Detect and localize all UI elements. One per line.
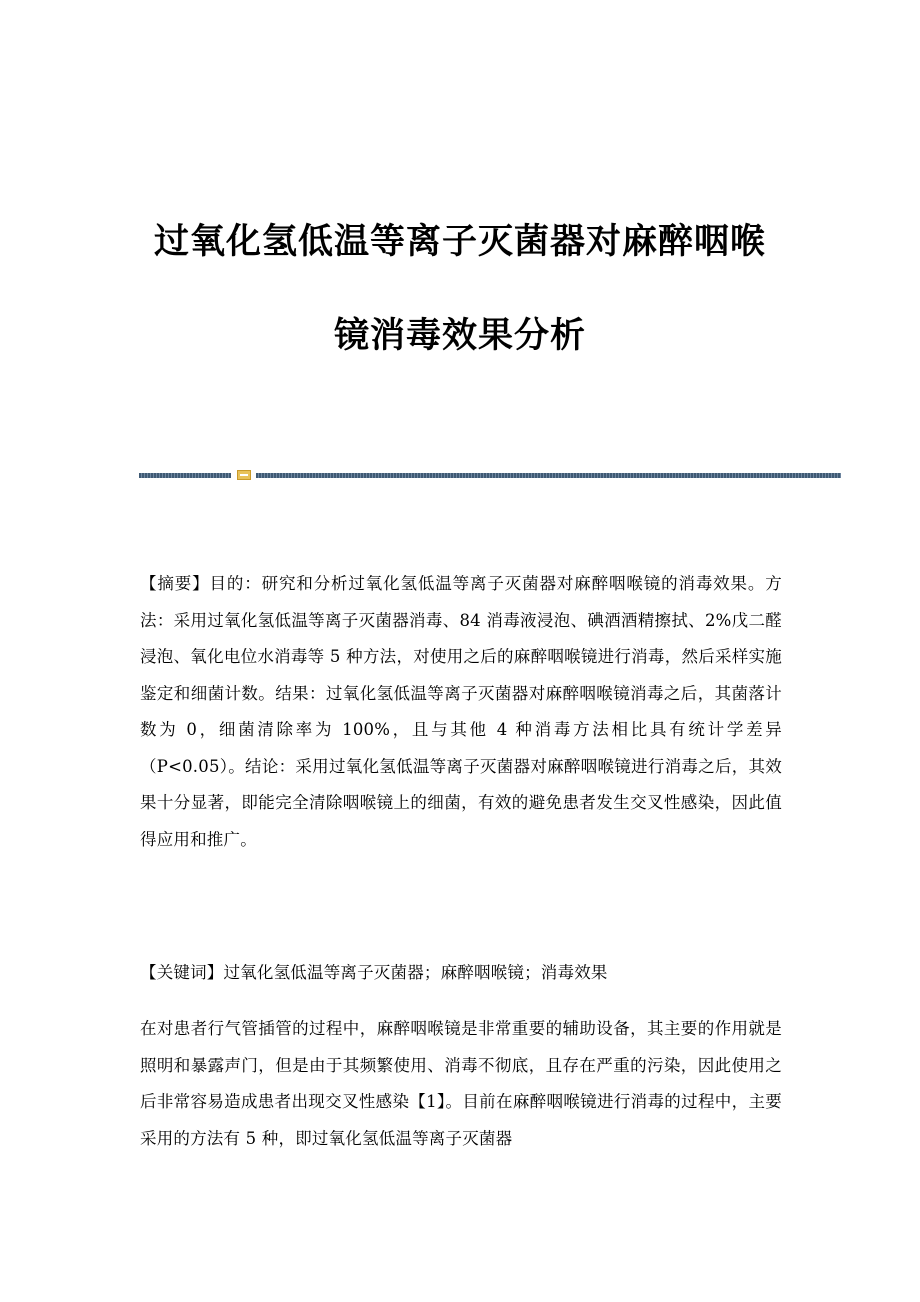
abstract-paragraph: 【摘要】目的：研究和分析过氧化氢低温等离子灭菌器对麻醉咽喉镜的消毒效果。方法：采用过氧化氢低温等离子灭菌器消毒、84 消毒液浸泡、碘酒酒精擦拭、2%戊二醛浸泡、氧化电位水消毒等 5 种方法，对使用之后的麻醉咽喉镜进行消毒，然后采样实施鉴定和细菌计数。结果：过氧化氢低温等离子灭菌器对麻醉咽喉镜消毒之后，其菌落计数为 0，细菌清除率为 100%，且与其他 4 种消毒方法相比具有统计学差异（P<0.05）。结论：采用过氧化氢低温等离子灭菌器对麻醉咽喉镜进行消毒之后，其效果十分显著，即能完全清除咽喉镜上的细菌，有效的避免患者发生交叉性感染，因此值得应用和推广。 <box>140 574 782 849</box>
document-title-line-2: 镜消毒效果分析 <box>333 316 586 356</box>
envelope-icon <box>237 470 251 480</box>
body-paragraph: 在对患者行气管插管的过程中，麻醉咽喉镜是非常重要的辅助设备，其主要的作用就是照明和暴露声门，但是由于其频繁使用、消毒不彻底，且存在严重的污染，因此使用之后非常容易造成患者出现交叉性感染【1】。目前在麻醉咽喉镜进行消毒的过程中，主要采用的方法有 5 种，即过氧化氢低温等离子灭菌器 <box>140 1019 782 1148</box>
title-divider <box>139 470 841 480</box>
keywords-paragraph: 【关键词】过氧化氢低温等离子灭菌器；麻醉咽喉镜；消毒效果 <box>140 963 608 982</box>
divider-bar-right <box>256 473 841 478</box>
divider-bar-left <box>139 473 231 478</box>
document-title-line-1: 过氧化氢低温等离子灭菌器对麻醉咽喉 <box>153 222 766 262</box>
